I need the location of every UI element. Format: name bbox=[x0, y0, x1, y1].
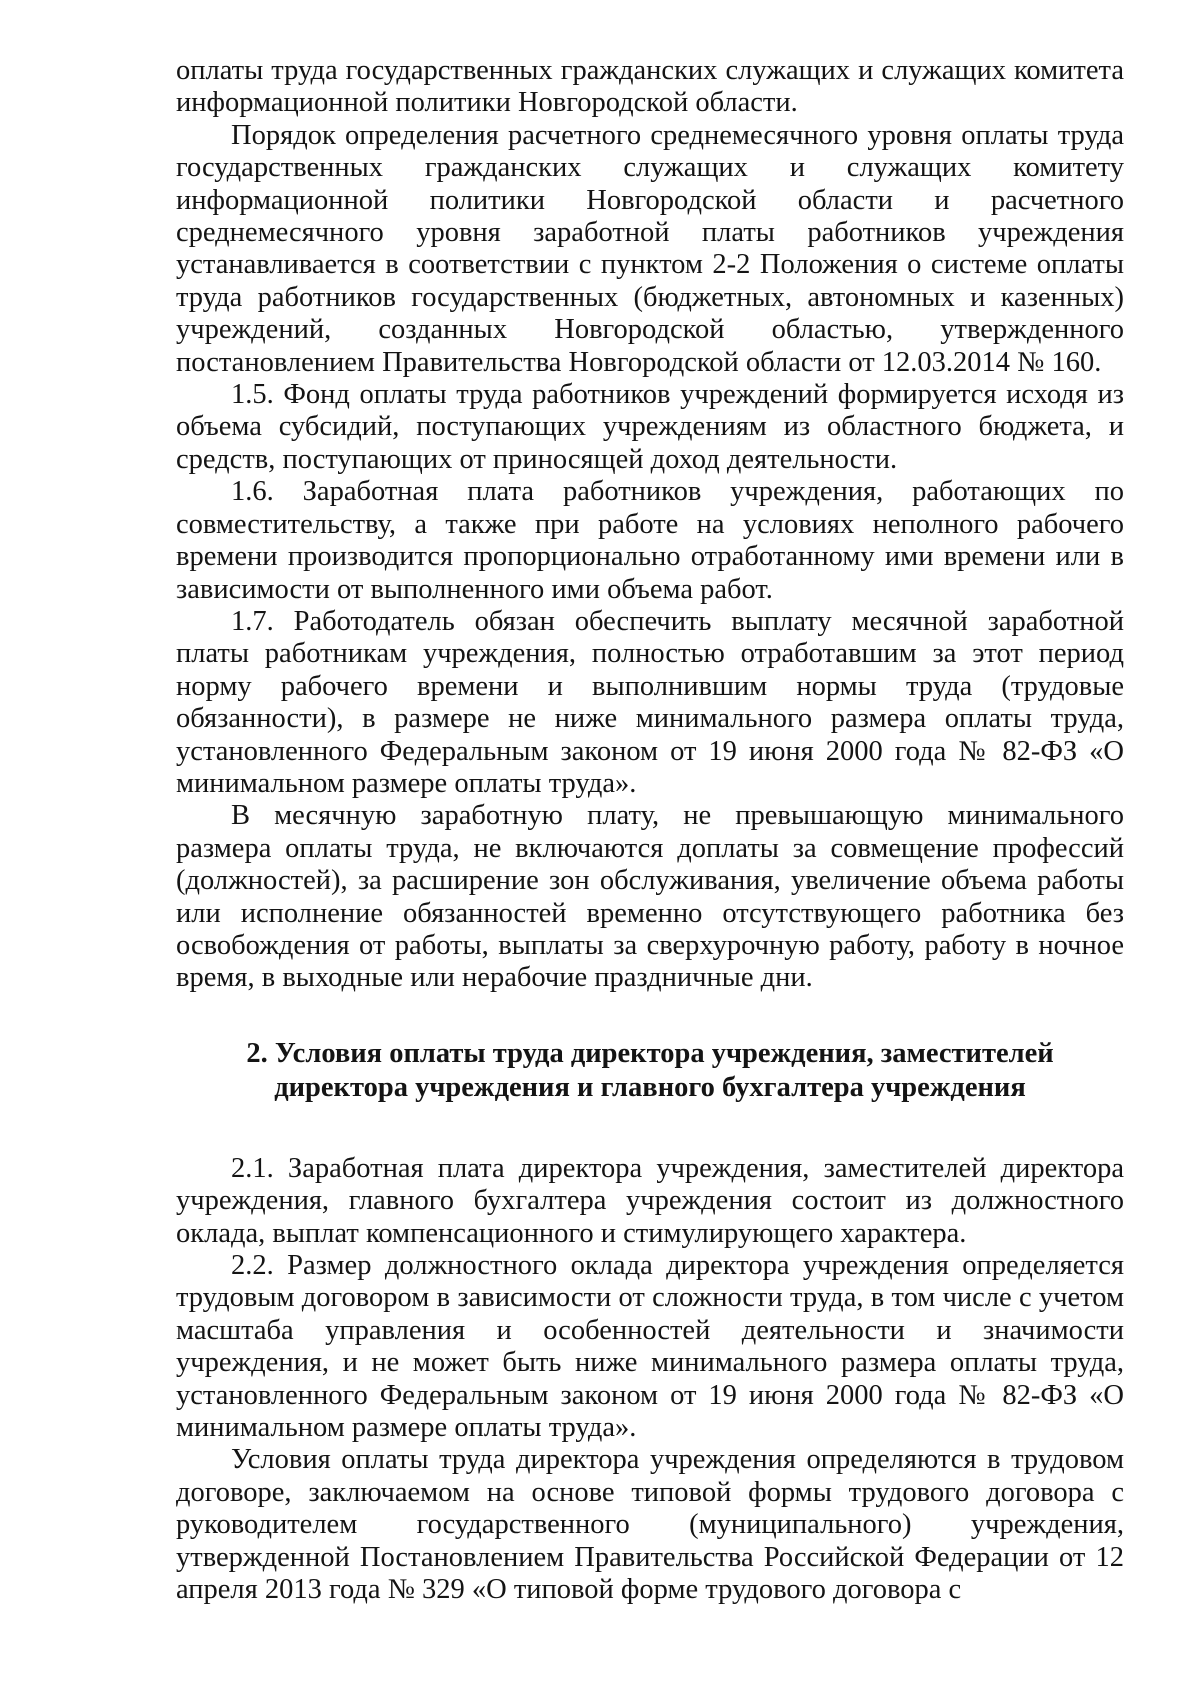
paragraph-continuation: оплаты труда государственных гражданских служащих и служащих комитета информационной политики Новгородской области. bbox=[176, 55, 1124, 119]
paragraph-calculation-order: Порядок определения расчетного среднемесячного уровня оплаты труда государственных гражданских служащих и служащих комитету информационной политики Новгородской области и расчетного среднемесячного уровня заработной платы работников учреждения устанавливается в соответствии с пунктом 2-2 Положения о системе оплаты труда работников государственных (бюджетных, автономных и казенных) учреждений, созданных Новгородской областью, утвержденного постановлением Правительства Новгородской области от 12.03.2014 № 160. bbox=[176, 119, 1124, 378]
document-body bbox=[176, 55, 1124, 1606]
section-heading bbox=[176, 1037, 1124, 1105]
section-heading-line-2: директора учреждения и главного бухгалтера учреждения bbox=[274, 1071, 1026, 1103]
paragraph-1-6: 1.6. Заработная плата работников учреждения, работающих по совместительству, а также при работе на условиях неполного рабочего времени производится пропорционально отработанному ими времени или в зависимости от выполненного ими объема работ. bbox=[176, 476, 1124, 605]
paragraph-director-conditions: Условия оплаты труда директора учреждения определяются в трудовом договоре, заключаемом на основе типовой формы трудового договора с руководителем государственного (муниципального) учреждения, утвержденной Постановлением Правительства Российской Федерации от 12 апреля 2013 года № 329 «О типовой форме трудового договора с bbox=[176, 1444, 1124, 1606]
paragraph-2-1: 2.1. Заработная плата директора учреждения, заместителей директора учреждения, главного бухгалтера учреждения состоит из должностного оклада, выплат компенсационного и стимулирующего характера. bbox=[176, 1152, 1124, 1249]
paragraph-1-5: 1.5. Фонд оплаты труда работников учреждений формируется исходя из объема субсидий, поступающих учреждениям из областного бюджета, и средств, поступающих от приносящей доход деятельности. bbox=[176, 379, 1124, 475]
paragraph-monthly-pay: В месячную заработную плату, не превышающую минимального размера оплаты труда, не включаются доплаты за совмещение профессий (должностей), за расширение зон обслуживания, увеличение объема работы или исполнение обязанностей временно отсутствующего работника без освобождения от работы, выплаты за сверхурочную работу, работу в ночное время, в выходные или нерабочие праздничные дни. bbox=[176, 800, 1124, 994]
section-heading-line-1: 2. Условия оплаты труда директора учреждения, заместителей bbox=[246, 1037, 1054, 1069]
paragraph-2-2: 2.2. Размер должностного оклада директора учреждения определяется трудовым договором в зависимости от сложности труда, в том числе с учетом масштаба управления и особенностей деятельности и значимости учреждения, и не может быть ниже минимального размера оплаты труда, установленного Федеральным законом от 19 июня 2000 года № 82-ФЗ «О минимальном размере оплаты труда». bbox=[176, 1250, 1124, 1444]
paragraph-1-7: 1.7. Работодатель обязан обеспечить выплату месячной заработной платы работникам учреждения, полностью отработавшим за этот период норму рабочего времени и выполнившим нормы труда (трудовые обязанности), в размере не ниже минимального размера оплаты труда, установленного Федеральным законом от 19 июня 2000 года № 82-ФЗ «О минимальном размере оплаты труда». bbox=[176, 605, 1124, 799]
